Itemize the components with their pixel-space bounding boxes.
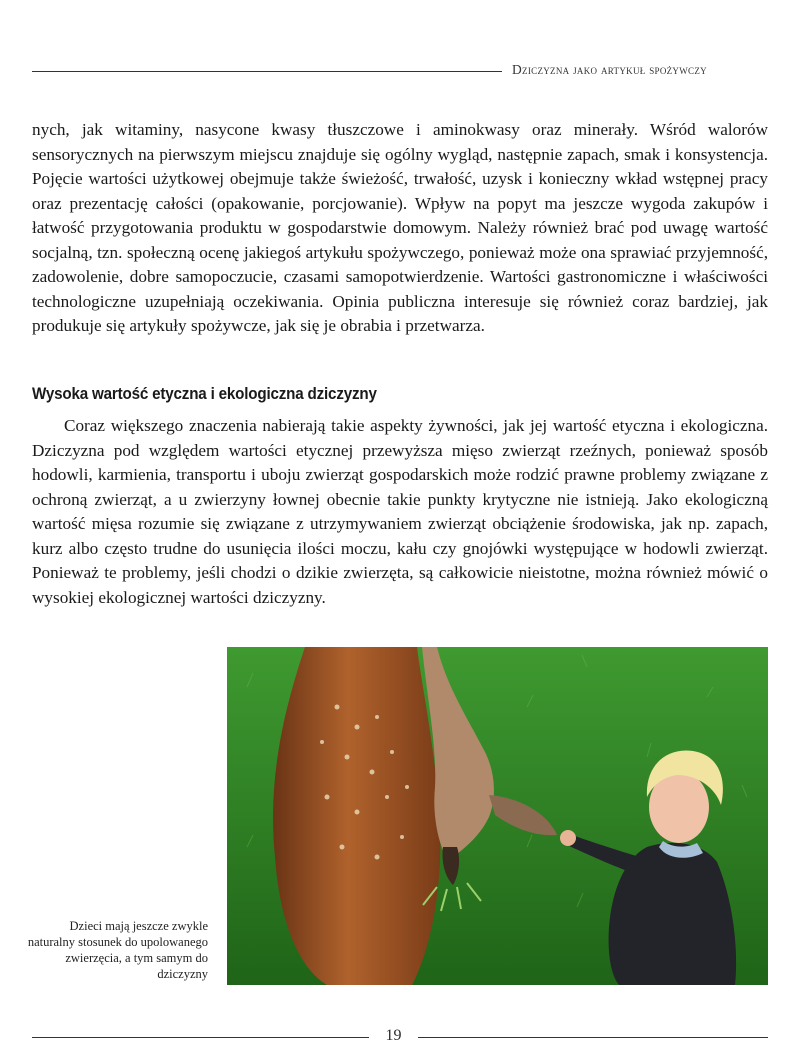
page-number: 19 — [385, 1027, 402, 1044]
deer-body — [273, 647, 440, 985]
child-hand — [560, 830, 576, 846]
body-paragraph-1: nych, jak witaminy, nasycone kwasy tłuszczowe i aminokwasy oraz minerały. Wśród walorów sensorycznych na pierwszym miejscu znajduje się ogólny wygląd, następnie zapach, smak i konsystencja. Pojęcie wartości użytkowej obejmuje także świeżość, trwałość, uzysk i konieczny wkład wstępnej pracy oraz prezentację całości (opakowanie, porcjowanie). Wpływ na popyt ma jeszcze wygoda zakupów i łatwość przygotowania produktu w gospodarstwie domowym. Należy również brać pod uwagę wartość socjalną, tzn. społeczną ocenę jakiegoś artykułu spożywczego, ponieważ może ona sprawiać przyjemność, zadowolenie, dobre samopoczucie, czasami samopotwierdzenie. Wartości gastronomiczne i właściwości technologiczne uzupełniają oczekiwania. Opinia publiczna interesuje się również coraz bardziej, jak produkuje się artykuły spożywcze, jak się je obrabia i przetwarza. — [32, 120, 768, 335]
running-header-title: Dziczyzna jako artykuł spożywczy — [512, 62, 707, 77]
photo-caption: Dzieci mają jeszcze zwykle naturalny stosunek do upolowanego zwierzęcia, a tym samym do dziczyzny — [27, 919, 208, 981]
footer-rule-right — [418, 1037, 768, 1038]
body-paragraph-2: Coraz większego znaczenia nabierają takie aspekty żywności, jak jej wartość etyczna i ekologiczna. Dziczyzna pod względem wartości etycznej przewyższa mięso zwierząt rzeźnych, ponieważ sposób hodowli, karmienia, transportu i uboju zwierząt gospodarskich może rodzić prawne problemy związane z ochroną zwierząt, a u zwierzyny łownej obecnie takie punkty krytyczne nie istnieją. Jako ekologiczną wartość mięsa rozumie się związane z utrzymywaniem zwierząt obciążenie środowiska, jak np. zapach, kurz albo często trudne do usunięcia ilości moczu, kału czy gnojówki występujące w hodowli zwierząt. Ponieważ te problemy, jeśli chodzi o dzikie zwierzęta, są całkowicie nieistotne, można również mówić o wysokiej ekologicznej wartości dziczyzny. — [32, 416, 768, 607]
photo-child-with-deer — [227, 647, 768, 985]
header-rule — [32, 71, 502, 72]
section-heading: Wysoka wartość etyczna i ekologiczna dziczyzny — [32, 385, 377, 403]
footer-rule-left — [32, 1037, 369, 1038]
